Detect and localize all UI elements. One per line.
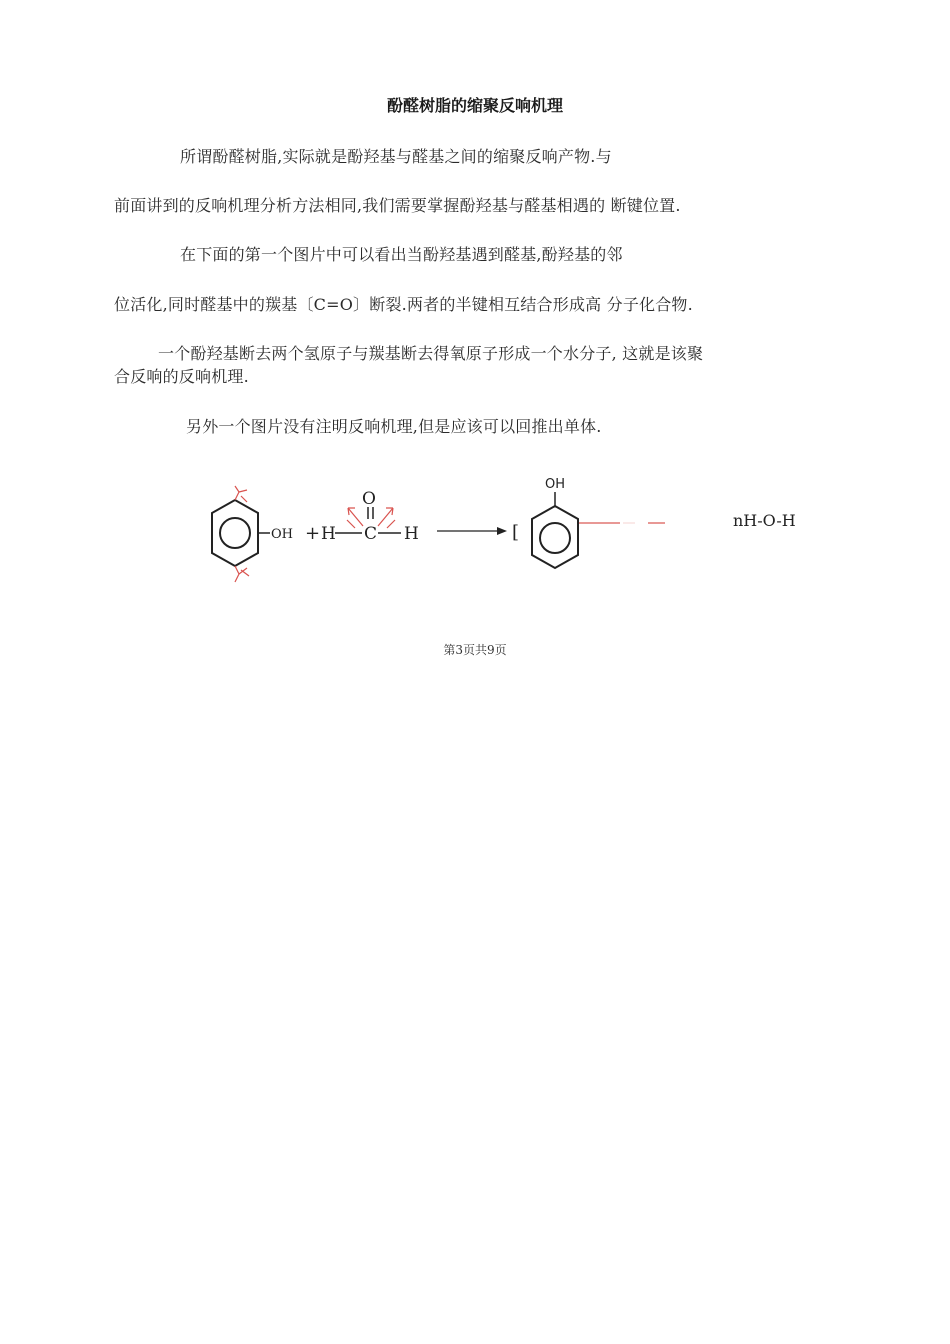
phenol-oh-label: OH (271, 527, 293, 542)
product-oh-label: OH (545, 477, 566, 492)
formaldehyde-o: O (362, 489, 376, 509)
polymer-bracket: [ (512, 522, 520, 543)
phenol-ring (212, 500, 258, 566)
reaction-arrow-head (497, 527, 507, 535)
plus-sign: + (305, 523, 321, 544)
product-ring (532, 506, 578, 568)
formaldehyde-c: C (364, 524, 378, 544)
paragraph-1-line-2: 前面讲到的反响机理分析方法相同,我们需要掌握酚羟基与醛基相遇的 断键位置. (114, 196, 681, 215)
paragraph-4: 另外一个图片没有注明反响机理,但是应该可以回推出单体. (186, 417, 602, 436)
reaction-scheme-figure (175, 468, 825, 598)
paragraph-1-line-1: 所谓酚醛树脂,实际就是酚羟基与醛基之间的缩聚反响产物.与 (180, 147, 612, 166)
formaldehyde-h-left: H (321, 524, 336, 544)
paragraph-3-line-1: 一个酚羟基断去两个氢原子与羰基断去得氧原子形成一个水分子, 这就是该聚 (158, 344, 704, 363)
page-number-footer: 第3页共9页 (443, 643, 507, 657)
paragraph-2-line-1: 在下面的第一个图片中可以看出当酚羟基遇到醛基,酚羟基的邻 (180, 245, 623, 264)
paragraph-2-line-2: 位活化,同时醛基中的羰基〔C=O〕断裂.两者的半键相互结合形成高 分子化合物. (114, 295, 693, 314)
formaldehyde-h-right: H (404, 524, 419, 544)
paragraph-3-line-2: 合反响的反响机理. (114, 367, 249, 386)
water-molecule: nH-O-H (733, 511, 796, 530)
document-title: 酚醛树脂的缩聚反响机理 (386, 96, 563, 115)
